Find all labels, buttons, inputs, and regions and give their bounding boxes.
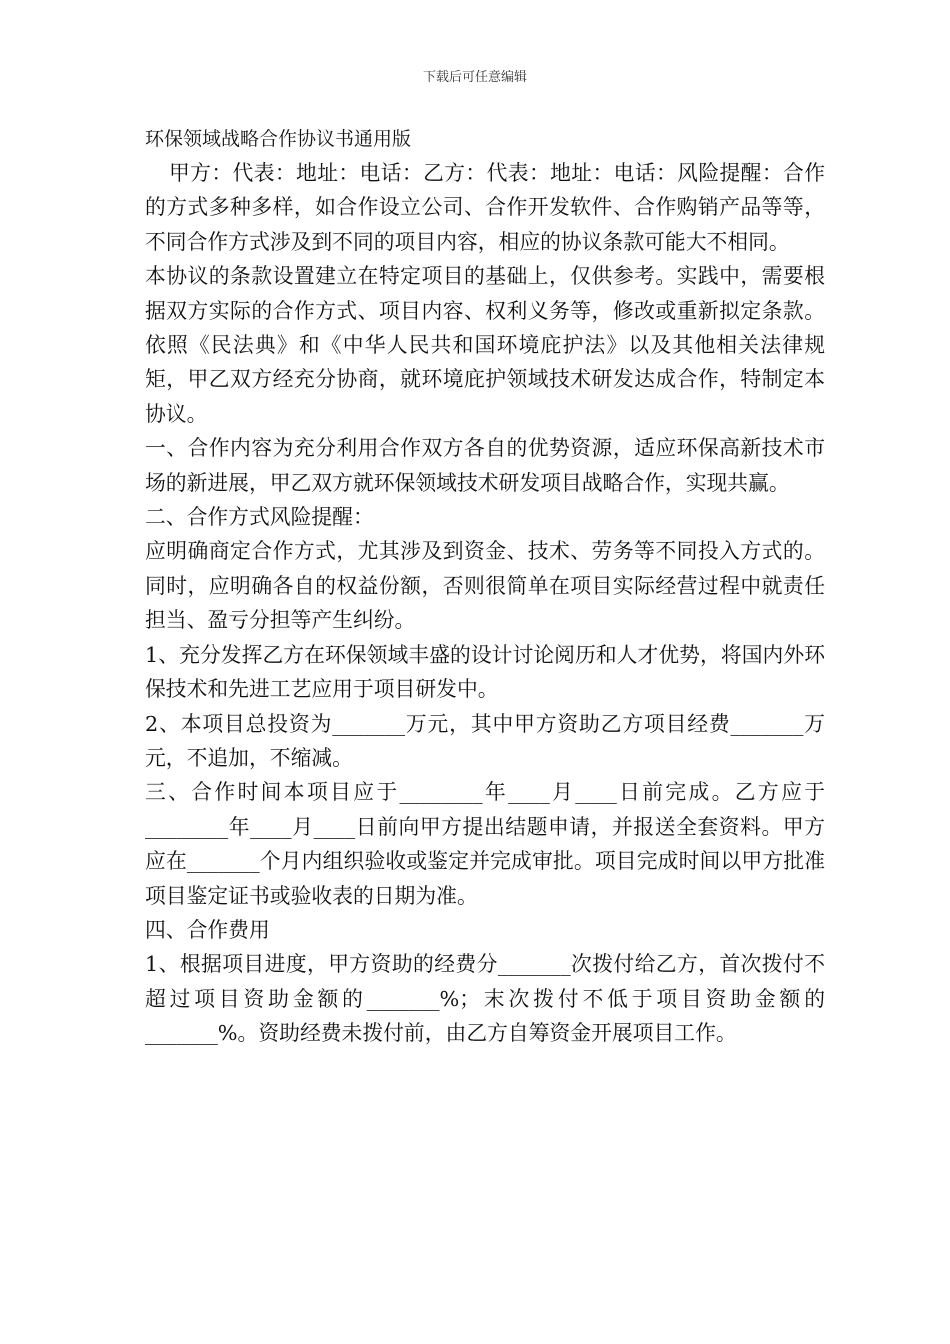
paragraph-parties: 甲方：代表：地址：电话：乙方：代表：地址：电话：风险提醒：合作的方式多种多样，如合作设立公司、合作开发软件、合作购销产品等等，不同合作方式涉及到不同的项目内容，相应的协议条款可能大不相同。 bbox=[145, 161, 825, 254]
header-note: 下载后可任意编辑 bbox=[422, 70, 527, 85]
paragraph-section-2-note: 应明确商定合作方式，尤其涉及到资金、技术、劳务等不同投入方式的。同时，应明确各自的权益份额，否则很简单在项目实际经营过程中就责任担当、盈亏分担等产生纠纷。 bbox=[145, 539, 825, 633]
paragraph-section-2-item-2: 2、本项目总投资为_______万元，其中甲方资助乙方项目经费_______万元，不追加，不缩减。 bbox=[145, 711, 825, 770]
document-title: 环保领域战略合作协议书通用版 bbox=[145, 128, 412, 150]
paragraph-section-1: 一、合作内容为充分利用合作双方各自的优势资源，适应环保高新技术市场的新进展，甲乙双方就环保领域技术研发项目战略合作，实现共赢。 bbox=[145, 436, 825, 495]
document-body bbox=[145, 124, 825, 1051]
paragraph-section-3: 三、合作时间本项目应于________年____月____日前完成。乙方应于________年____月____日前向甲方提出结题申请，并报送全套资料。甲方应在_______个月内组织验收或鉴定并完成审批。项目完成时间以甲方批准项目鉴定证书或验收表的日期为准。 bbox=[145, 780, 825, 908]
paragraph-section-2-heading: 二、合作方式风险提醒： bbox=[145, 505, 374, 530]
paragraph-section-2-item-1: 1、充分发挥乙方在环保领域丰盛的设计讨论阅历和人才优势，将国内外环保技术和先进工艺应用于项目研发中。 bbox=[145, 642, 825, 702]
paragraph-basis: 本协议的条款设置建立在特定项目的基础上，仅供参考。实践中，需要根据双方实际的合作方式、项目内容、权利义务等，修改或重新拟定条款。 依照《民法典》和《中华人民共和国环境庇护法》以及其他相关法律规矩，甲乙双方经充分协商，就环境庇护领域技术研发达成合作，特制定本协议。 bbox=[145, 264, 825, 426]
paragraph-section-4-item-1: 1、根据项目进度，甲方资助的经费分_______次拨付给乙方，首次拨付不超过项目资助金额的_______%；末次拨付不低于项目资助金额的_______%。资助经费未拨付前，由乙方自筹资金开展项目工作。 bbox=[145, 952, 825, 1046]
paragraph-section-4-heading: 四、合作费用 bbox=[145, 917, 270, 942]
